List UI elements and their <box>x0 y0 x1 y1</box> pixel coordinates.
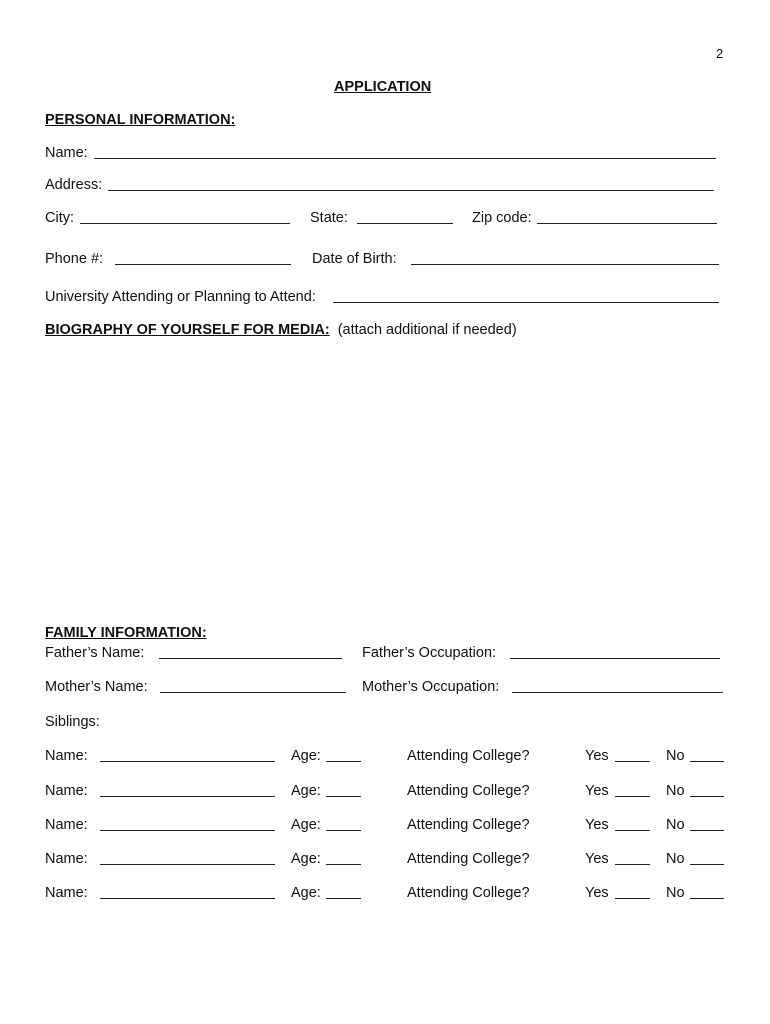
yes-input-line[interactable] <box>615 830 650 831</box>
sibling-name-label: Name: <box>45 851 88 867</box>
sibling-name-input-line[interactable] <box>100 761 275 762</box>
mother-name-input-line[interactable] <box>160 692 346 693</box>
father-occupation-field[interactable] <box>362 645 720 661</box>
sibling-age-input-line[interactable] <box>326 898 361 899</box>
yes-label: Yes <box>585 817 609 833</box>
no-input-line[interactable] <box>690 898 724 899</box>
no-label: No <box>666 885 685 901</box>
state-input-line[interactable] <box>357 223 453 224</box>
mother-name-label: Mother’s Name: <box>45 679 148 695</box>
name-input-line[interactable] <box>94 158 716 159</box>
attending-college-label: Attending College? <box>407 851 530 867</box>
sibling-age-input-line[interactable] <box>326 830 361 831</box>
college-yes-field[interactable] <box>585 783 650 799</box>
date-of-birth-label: Date of Birth: <box>312 251 397 267</box>
sibling-name-input-line[interactable] <box>100 796 275 797</box>
college-no-field[interactable] <box>666 817 724 833</box>
address-label: Address: <box>45 177 103 193</box>
yes-label: Yes <box>585 851 609 867</box>
phone-input-line[interactable] <box>115 264 291 265</box>
zip-code-input-line[interactable] <box>537 223 717 224</box>
city-field[interactable] <box>45 210 290 226</box>
biography-note: (attach additional if needed) <box>337 322 517 338</box>
sibling-age-label: Age: <box>291 885 321 901</box>
mother-occupation-field[interactable] <box>362 679 723 695</box>
mother-name-field[interactable] <box>45 679 346 695</box>
no-label: No <box>666 851 685 867</box>
mother-occupation-input-line[interactable] <box>512 692 723 693</box>
page-number: 2 <box>716 46 724 61</box>
zip-code-field[interactable] <box>472 210 717 226</box>
sibling-name-label: Name: <box>45 783 88 799</box>
phone-label: Phone #: <box>45 251 104 267</box>
city-input-line[interactable] <box>80 223 290 224</box>
biography-heading-row <box>45 322 517 338</box>
father-name-label: Father’s Name: <box>45 645 145 661</box>
yes-label: Yes <box>585 783 609 799</box>
attending-college-label: Attending College? <box>407 748 530 764</box>
yes-input-line[interactable] <box>615 761 650 762</box>
sibling-age-field[interactable] <box>291 851 361 867</box>
attending-college-label: Attending College? <box>407 885 530 901</box>
sibling-name-label: Name: <box>45 817 88 833</box>
college-yes-field[interactable] <box>585 817 650 833</box>
sibling-name-field[interactable] <box>45 783 275 799</box>
attending-college-label: Attending College? <box>407 783 530 799</box>
state-label: State: <box>310 210 348 226</box>
mother-occupation-label: Mother’s Occupation: <box>362 679 500 695</box>
sibling-name-label: Name: <box>45 748 88 764</box>
sibling-age-label: Age: <box>291 817 321 833</box>
yes-input-line[interactable] <box>615 864 650 865</box>
no-label: No <box>666 817 685 833</box>
yes-input-line[interactable] <box>615 898 650 899</box>
sibling-name-field[interactable] <box>45 748 275 764</box>
phone-field[interactable] <box>45 251 291 267</box>
university-field[interactable] <box>45 289 719 305</box>
father-name-field[interactable] <box>45 645 342 661</box>
sibling-age-input-line[interactable] <box>326 864 361 865</box>
yes-label: Yes <box>585 748 609 764</box>
sibling-age-field[interactable] <box>291 748 361 764</box>
sibling-age-input-line[interactable] <box>326 761 361 762</box>
no-input-line[interactable] <box>690 796 724 797</box>
sibling-age-input-line[interactable] <box>326 796 361 797</box>
page-title: APPLICATION <box>334 79 432 95</box>
address-input-line[interactable] <box>108 190 714 191</box>
state-field[interactable] <box>310 210 453 226</box>
father-occupation-input-line[interactable] <box>510 658 720 659</box>
sibling-name-field[interactable] <box>45 851 275 867</box>
father-occupation-label: Father’s Occupation: <box>362 645 497 661</box>
college-no-field[interactable] <box>666 851 724 867</box>
biography-writing-area[interactable] <box>45 345 720 617</box>
zip-code-label: Zip code: <box>472 210 532 226</box>
no-label: No <box>666 748 685 764</box>
siblings-label: Siblings: <box>45 714 100 730</box>
sibling-name-field[interactable] <box>45 885 275 901</box>
sibling-name-input-line[interactable] <box>100 864 275 865</box>
no-input-line[interactable] <box>690 864 724 865</box>
college-yes-field[interactable] <box>585 851 650 867</box>
university-label: University Attending or Planning to Attend: <box>45 289 316 305</box>
university-input-line[interactable] <box>333 302 719 303</box>
college-no-field[interactable] <box>666 885 724 901</box>
sibling-age-label: Age: <box>291 851 321 867</box>
attending-college-label: Attending College? <box>407 817 530 833</box>
yes-label: Yes <box>585 885 609 901</box>
college-no-field[interactable] <box>666 748 724 764</box>
date-of-birth-field[interactable] <box>312 251 719 267</box>
no-input-line[interactable] <box>690 761 724 762</box>
sibling-age-field[interactable] <box>291 783 361 799</box>
sibling-name-field[interactable] <box>45 817 275 833</box>
family-info-heading: FAMILY INFORMATION: <box>45 625 207 641</box>
yes-input-line[interactable] <box>615 796 650 797</box>
personal-info-heading: PERSONAL INFORMATION: <box>45 112 236 128</box>
sibling-name-input-line[interactable] <box>100 898 275 899</box>
name-label: Name: <box>45 145 88 161</box>
city-label: City: <box>45 210 74 226</box>
date-of-birth-input-line[interactable] <box>411 264 719 265</box>
father-name-input-line[interactable] <box>159 658 342 659</box>
no-label: No <box>666 783 685 799</box>
college-yes-field[interactable] <box>585 748 650 764</box>
sibling-age-label: Age: <box>291 783 321 799</box>
sibling-name-label: Name: <box>45 885 88 901</box>
name-field[interactable] <box>45 145 716 161</box>
sibling-age-field[interactable] <box>291 817 361 833</box>
sibling-age-label: Age: <box>291 748 321 764</box>
college-no-field[interactable] <box>666 783 724 799</box>
sibling-age-field[interactable] <box>291 885 361 901</box>
no-input-line[interactable] <box>690 830 724 831</box>
address-field[interactable] <box>45 177 714 193</box>
sibling-name-input-line[interactable] <box>100 830 275 831</box>
biography-heading: BIOGRAPHY OF YOURSELF FOR MEDIA: <box>45 322 330 338</box>
college-yes-field[interactable] <box>585 885 650 901</box>
